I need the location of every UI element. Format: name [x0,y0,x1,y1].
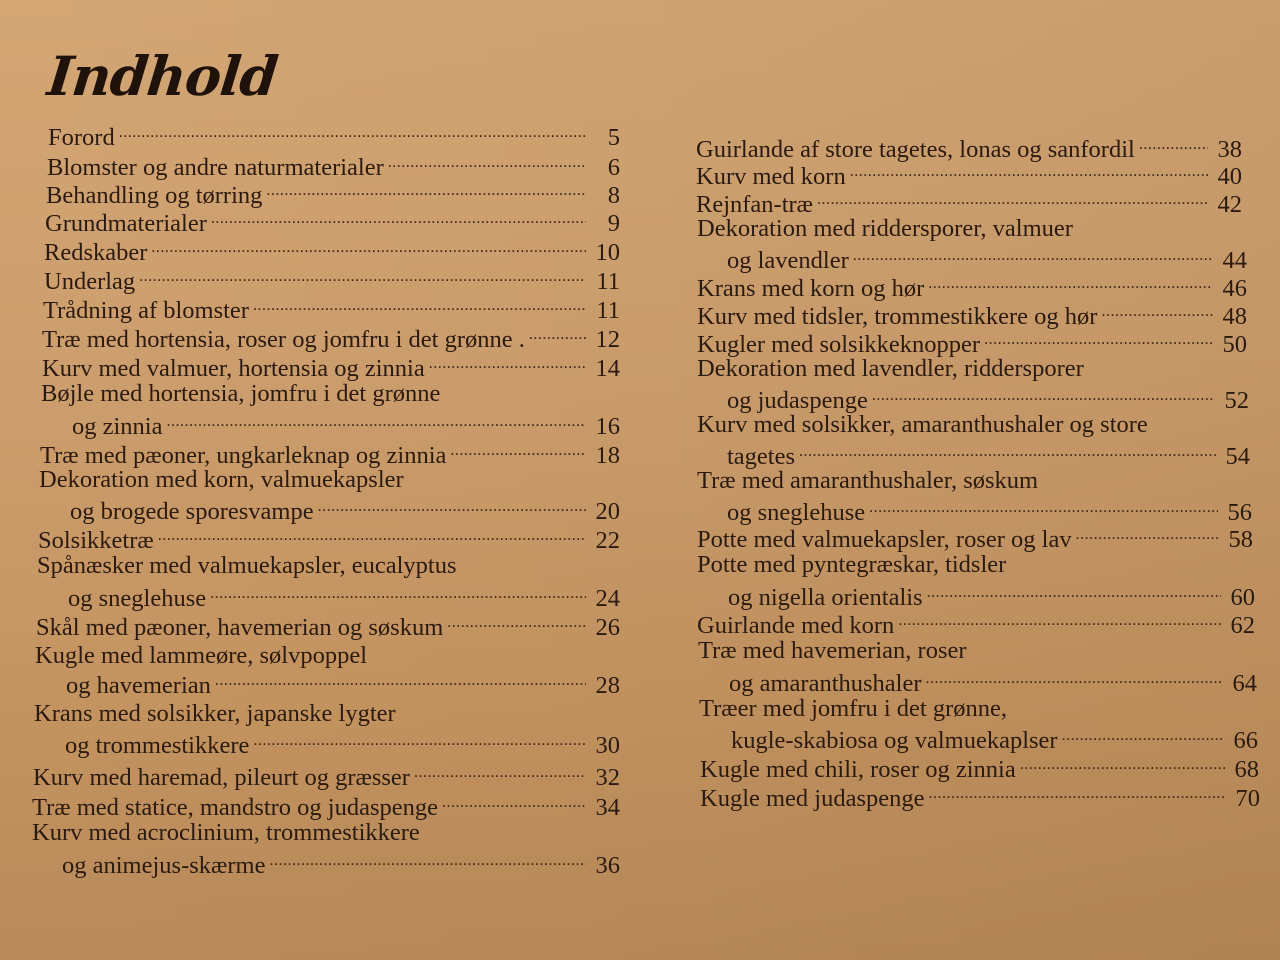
toc-entry [697,551,1006,579]
toc-entry-title: Guirlande med korn [697,611,895,639]
toc-entry [697,215,1073,243]
toc-entry-title: Underlag [44,267,136,295]
dot-leader [1062,721,1224,746]
toc-entry [727,383,1249,415]
toc-entry [697,411,1148,439]
toc-entry-title: Grundmaterialer [45,209,207,237]
toc-entry-title: og lavendler [727,246,849,274]
toc-entry-title: Solsikketræ [38,526,154,554]
toc-entry-title: Behandling og tørring [46,181,263,209]
toc-page-number: 34 [595,793,620,821]
toc-entry [697,467,1038,495]
toc-entry [698,637,967,665]
toc-page-number: 5 [607,123,620,151]
toc-entry-title: og amaranthushaler [729,669,922,697]
toc-entry-title: Kurv med acroclinium, trommestikkere [32,819,420,846]
toc-page-number: 64 [1232,669,1257,697]
toc-entry-title: Blomster og andre naturmaterialer [47,153,384,181]
toc-page-number: 20 [595,497,620,525]
toc-page-number: 66 [1233,726,1258,754]
toc-entry-title: Guirlande af store tagetes, lonas og sanfordil [696,135,1135,163]
toc-entry [697,327,1247,359]
toc-entry-title: og sneglehuse [727,498,866,526]
toc-page-number: 38 [1217,135,1242,163]
toc-page-number: 14 [595,354,620,382]
toc-page-number: 16 [595,412,620,440]
toc-entry-title: Træ med amaranthushaler, søskum [697,467,1039,494]
toc-entry-title: Træ med hortensia, roser og jomfru i det grønne . [42,325,525,353]
toc-page-number: 18 [595,441,620,469]
toc-entry-title: Kugler med solsikkeknopper [697,330,981,358]
toc-entry-title: Rejnfan-træ [696,190,814,218]
toc-entry [700,781,1260,813]
toc-entry-title: Trådning af blomster [43,296,249,324]
toc-entry-title: Spånæsker med valmuekapsler, eucalyptus [37,552,457,579]
toc-page-number: 56 [1227,498,1252,526]
toc-page-number: 36 [595,851,620,879]
toc-entry-title: Dekoration med lavendler, riddersporer [697,355,1084,382]
dot-leader [1139,130,1208,155]
toc-page-number: 28 [595,671,620,699]
toc-entry-title: Kurv med korn [696,162,846,190]
toc-entry-title: og havemerian [66,671,211,699]
toc-entry [697,608,1255,640]
toc-page-number: 22 [595,526,620,554]
toc-page-number: 70 [1235,784,1260,812]
toc-page-number: 60 [1230,583,1255,611]
dot-leader [869,493,1218,518]
toc-entry-title: Bøjle med hortensia, jomfru i det grønne [41,380,441,407]
toc-page-number: 44 [1222,246,1247,274]
toc-entry-title: tagetes [727,442,796,470]
dot-leader [928,269,1213,294]
toc-entry-title: Træ med havemerian, roser [698,637,967,664]
toc-page-number: 58 [1228,525,1253,553]
toc-page-number: 54 [1225,442,1250,470]
dot-leader [929,779,1226,804]
toc-entry [696,187,1242,219]
toc-page-number: 32 [595,763,620,791]
toc-page-number: 30 [595,731,620,759]
toc-page-number: 46 [1222,274,1247,302]
toc-entry-title: Kurv med solsikker, amaranthushaler og store [697,411,1148,438]
toc-page-number: 52 [1224,386,1249,414]
toc-entry-title: Skål med pæoner, havemerian og søskum [36,613,444,641]
toc-entry-title: Forord [48,123,115,151]
dot-leader [817,185,1208,210]
toc-entry-title: og nigella orientalis [728,583,923,611]
dot-leader [898,606,1221,631]
toc-entry-title: kugle-skabiosa og valmuekaplser [731,726,1058,754]
toc-page-number: 6 [607,153,620,181]
toc-page-number: 42 [1217,190,1242,218]
toc-entry-title: og sneglehuse [68,584,207,612]
toc-entry-title: Krans med korn og hør [697,274,925,302]
toc-entry-title: og brogede sporesvampe [70,497,314,525]
dot-leader [1101,297,1213,322]
toc-page-number: 11 [596,296,620,324]
toc-entry-title: og trommestikkere [65,731,250,759]
toc-entry [729,666,1257,698]
toc-entry-title: Kugle med judaspenge [700,784,925,812]
toc-page-number: 10 [595,238,620,266]
toc-entry-title: Kugle med lammeøre, sølvpoppel [35,642,368,669]
toc-entry-title: Krans med solsikker, japanske lygter [34,700,396,727]
toc-entry-title: Kurv med tidsler, trommestikkere og hør [697,302,1098,330]
toc-entry-title: Kugle med chili, roser og zinnia [700,755,1016,783]
toc-page-number: 24 [595,584,620,612]
toc-page-number: 40 [1217,162,1242,190]
toc-entry-title: Potte med pyntegræskar, tidsler [697,551,1007,578]
dot-leader [872,381,1215,406]
toc-page-number: 8 [607,181,620,209]
toc-entry [727,439,1250,471]
toc-entry-title: og zinnia [72,412,163,440]
toc-entry-title: Kurv med valmuer, hortensia og zinnia [42,354,425,382]
toc-entry [699,695,1007,723]
dot-leader [853,241,1213,266]
page-title: Indhold [44,44,281,108]
toc-entry-title: Dekoration med korn, valmuekapsler [39,466,404,493]
dot-leader [850,157,1208,182]
toc-entry-title: Redskaber [44,238,148,266]
dot-leader [1076,520,1219,545]
toc-page-number: 48 [1222,302,1247,330]
toc-entry [697,522,1253,554]
toc-page-number: 50 [1222,330,1247,358]
toc-entry-title: og judaspenge [727,386,868,414]
dot-leader [926,664,1223,689]
toc-entry [697,355,1084,383]
toc-entry-title: Potte med valmuekapsler, roser og lav [697,525,1072,553]
toc-page-number: 11 [596,267,620,295]
toc-entry-title: og animejus-skærme [62,851,266,879]
toc-entry-title: Kurv med haremad, pileurt og græsser [33,763,410,791]
toc-page-number: 9 [607,209,620,237]
toc-page-number: 12 [595,325,620,353]
dot-leader [927,578,1221,603]
toc-page-number: 68 [1234,755,1259,783]
toc-entry-title: Træ med pæoner, ungkarleknap og zinnia [40,441,447,469]
dot-leader [984,325,1213,350]
dot-leader [799,437,1216,462]
toc-entry-title: Dekoration med riddersporer, valmuer [697,215,1073,242]
toc-entry-title: Træer med jomfru i det grønne, [699,695,1008,722]
toc-entry-title: Træ med statice, mandstro og judaspenge [32,793,439,821]
toc-page-number: 26 [595,613,620,641]
dot-leader [1020,750,1225,775]
toc-page-number: 62 [1230,611,1255,639]
